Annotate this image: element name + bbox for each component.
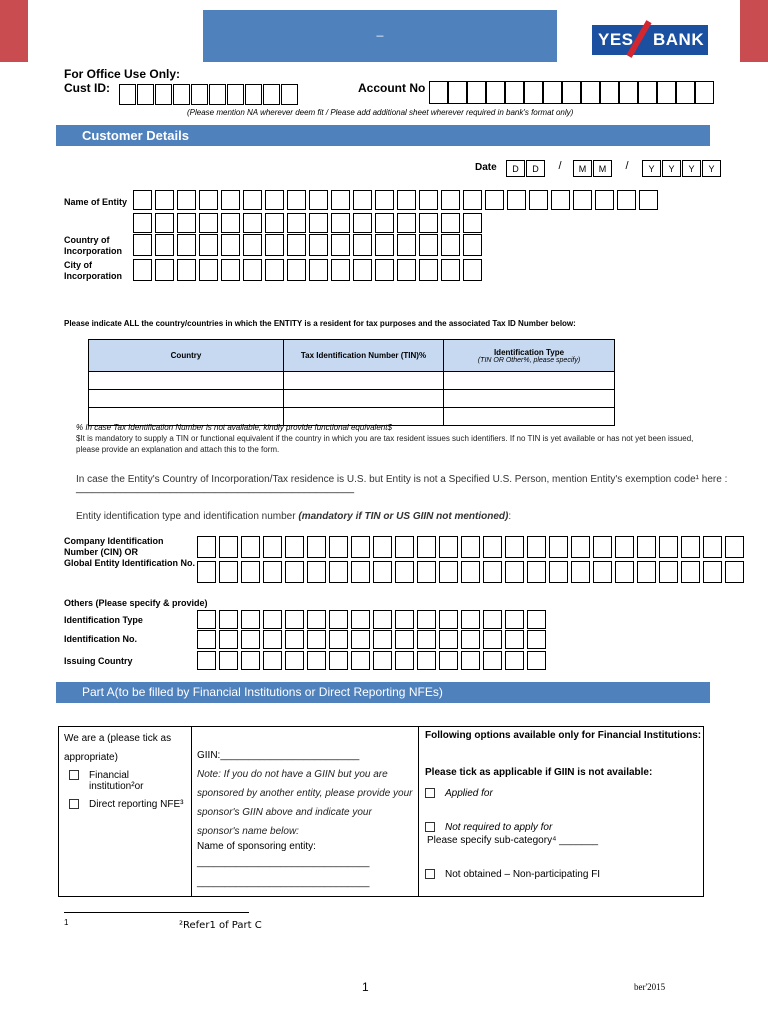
char-box[interactable] — [483, 610, 502, 629]
char-box[interactable] — [461, 651, 480, 670]
checkbox-icon[interactable] — [425, 822, 435, 832]
option-applied[interactable]: Applied for — [425, 788, 493, 799]
char-box[interactable] — [485, 190, 504, 210]
char-box[interactable] — [241, 651, 260, 670]
char-box[interactable] — [329, 536, 348, 558]
option-not-obtained[interactable]: Not obtained – Non-participating FI — [425, 869, 600, 880]
char-box[interactable] — [483, 651, 502, 670]
char-box[interactable] — [221, 190, 240, 210]
table-row[interactable] — [89, 390, 615, 408]
identification-type-label: Identification Type — [64, 615, 143, 625]
char-box[interactable] — [373, 536, 392, 558]
char-box[interactable] — [461, 630, 480, 649]
char-box[interactable] — [287, 259, 306, 281]
sponsor-line-2[interactable]: _______________________________ — [197, 877, 370, 888]
char-box[interactable] — [285, 610, 304, 629]
char-box[interactable] — [221, 234, 240, 256]
part-a-band — [56, 682, 710, 703]
char-box[interactable] — [309, 234, 328, 256]
char-box[interactable] — [219, 651, 238, 670]
char-box[interactable] — [659, 561, 678, 583]
char-box[interactable] — [615, 561, 634, 583]
char-box[interactable] — [265, 234, 284, 256]
char-box[interactable] — [395, 536, 414, 558]
country-of-incorporation-boxes[interactable] — [133, 234, 485, 256]
char-box[interactable] — [353, 213, 372, 233]
char-box[interactable] — [463, 190, 482, 210]
char-box[interactable] — [417, 651, 436, 670]
char-box[interactable] — [397, 259, 416, 281]
char-box[interactable] — [395, 561, 414, 583]
char-box[interactable] — [351, 610, 370, 629]
char-box[interactable] — [287, 190, 306, 210]
char-box[interactable] — [197, 610, 216, 629]
char-box[interactable] — [527, 630, 546, 649]
fi-options-heading: Following options available only for Financial Institutions: — [425, 730, 702, 741]
office-use-label: For Office Use Only: — [64, 67, 181, 81]
char-box[interactable] — [307, 561, 326, 583]
char-box[interactable] — [461, 610, 480, 629]
us-exemption-note: In case the Entity's Country of Incorporation/Tax residence is U.S. but Entity is not a Specified U.S. Person, mention Entity's exemption code¹ here : — [76, 474, 728, 485]
char-box[interactable] — [637, 536, 656, 558]
cin-boxes-1[interactable] — [197, 536, 747, 558]
footnote-rule — [64, 912, 249, 913]
logo-yes-text: YES — [598, 30, 634, 49]
char-box[interactable] — [549, 536, 568, 558]
tin-footnote: % In case Tax Identification Number is not available, kindly provide functional equivalent$ — [76, 423, 392, 432]
char-box[interactable] — [287, 213, 306, 233]
char-box[interactable] — [221, 213, 240, 233]
account-no-boxes[interactable] — [429, 81, 714, 104]
char-box[interactable] — [219, 561, 238, 583]
char-box[interactable] — [285, 561, 304, 583]
giin-note: Note: If you do not have a GIIN but you are sponsored by another entity, please provide your sponsor's GIIN above and indicate your sponsor's name below: — [197, 769, 413, 837]
char-box[interactable] — [637, 561, 656, 583]
char-box[interactable] — [133, 259, 152, 281]
part-a-table — [58, 726, 704, 897]
char-box[interactable] — [439, 630, 458, 649]
char-box[interactable] — [527, 561, 546, 583]
char-box[interactable] — [263, 630, 282, 649]
issuing-country-boxes[interactable] — [197, 651, 549, 670]
char-box[interactable] — [505, 630, 524, 649]
char-box[interactable] — [263, 651, 282, 670]
char-box[interactable] — [331, 190, 350, 210]
char-box[interactable] — [483, 536, 502, 558]
sponsor-label: Name of sponsoring entity: — [197, 841, 316, 852]
char-box[interactable] — [243, 213, 262, 233]
name-of-entity-boxes-1[interactable] — [133, 190, 661, 210]
char-box[interactable] — [593, 561, 612, 583]
entity-id-note: Entity identification type and identification number (mandatory if TIN or US GIIN not mentioned): — [76, 511, 512, 522]
char-box[interactable] — [395, 651, 414, 670]
char-box[interactable] — [527, 651, 546, 670]
char-box[interactable] — [419, 234, 438, 256]
char-box[interactable] — [439, 610, 458, 629]
char-box[interactable] — [263, 561, 282, 583]
checkbox-icon[interactable] — [425, 869, 435, 879]
char-box[interactable] — [395, 630, 414, 649]
char-box[interactable] — [133, 190, 152, 210]
char-box[interactable] — [199, 190, 218, 210]
char-box[interactable] — [351, 630, 370, 649]
char-box[interactable] — [439, 536, 458, 558]
tick-note: Please tick as applicable if GIIN is not available: — [425, 767, 653, 778]
char-box[interactable] — [199, 213, 218, 233]
others-label: Others (Please specify & provide) — [64, 598, 208, 608]
char-box[interactable] — [219, 630, 238, 649]
date-boxes[interactable]: D D / M M / Y Y Y Y — [506, 160, 722, 177]
char-box[interactable] — [375, 259, 394, 281]
country-of-incorporation-label: Country of Incorporation — [64, 235, 122, 256]
char-box[interactable] — [551, 190, 570, 210]
checkbox-icon[interactable] — [69, 799, 79, 809]
char-box[interactable] — [725, 536, 744, 558]
char-box[interactable] — [703, 536, 722, 558]
char-box[interactable] — [307, 536, 326, 558]
char-box[interactable] — [331, 213, 350, 233]
char-box[interactable] — [243, 190, 262, 210]
char-box[interactable] — [659, 536, 678, 558]
option-not-required[interactable]: Not required to apply for — [425, 822, 552, 833]
char-box[interactable] — [351, 536, 370, 558]
char-box[interactable] — [571, 536, 590, 558]
char-box[interactable] — [353, 234, 372, 256]
char-box[interactable] — [725, 561, 744, 583]
char-box[interactable] — [287, 234, 306, 256]
char-box[interactable] — [505, 536, 524, 558]
char-box[interactable] — [351, 651, 370, 670]
char-box[interactable] — [375, 213, 394, 233]
char-box[interactable] — [529, 190, 548, 210]
char-box[interactable] — [441, 259, 460, 281]
char-box[interactable] — [155, 190, 174, 210]
char-box[interactable] — [199, 234, 218, 256]
char-box[interactable] — [353, 190, 372, 210]
char-box[interactable] — [483, 630, 502, 649]
char-box[interactable] — [441, 190, 460, 210]
char-box[interactable] — [373, 561, 392, 583]
char-box[interactable] — [505, 610, 524, 629]
char-box[interactable] — [329, 610, 348, 629]
char-box[interactable] — [285, 651, 304, 670]
char-box[interactable] — [505, 561, 524, 583]
char-box[interactable] — [155, 234, 174, 256]
char-box[interactable] — [527, 536, 546, 558]
customer-details-title: Customer Details — [82, 128, 189, 143]
char-box[interactable] — [177, 213, 196, 233]
char-box[interactable] — [241, 536, 260, 558]
option-direct-nfe[interactable]: Direct reporting NFE³ — [69, 799, 183, 810]
char-box[interactable] — [373, 630, 392, 649]
char-box[interactable] — [177, 234, 196, 256]
char-box[interactable] — [417, 630, 436, 649]
char-box[interactable] — [309, 259, 328, 281]
char-box[interactable] — [461, 561, 480, 583]
char-box[interactable] — [441, 213, 460, 233]
char-box[interactable] — [329, 630, 348, 649]
char-box[interactable] — [265, 259, 284, 281]
char-box[interactable] — [285, 630, 304, 649]
customer-details-band — [56, 125, 710, 146]
identification-type-boxes[interactable] — [197, 610, 549, 629]
char-box[interactable] — [703, 561, 722, 583]
cust-id-boxes[interactable] — [119, 84, 299, 105]
char-box[interactable] — [133, 213, 152, 233]
footnote-1: 1 — [64, 918, 69, 927]
char-box[interactable] — [243, 259, 262, 281]
char-box[interactable] — [373, 651, 392, 670]
char-box[interactable] — [419, 213, 438, 233]
account-no-label: Account No — [358, 81, 426, 95]
char-box[interactable] — [527, 610, 546, 629]
char-box[interactable] — [419, 259, 438, 281]
checkbox-icon[interactable] — [425, 788, 435, 798]
char-box[interactable] — [219, 610, 238, 629]
char-box[interactable] — [241, 561, 260, 583]
char-box[interactable] — [243, 234, 262, 256]
right-red-bar — [740, 0, 768, 62]
char-box[interactable] — [155, 213, 174, 233]
char-box[interactable] — [681, 561, 700, 583]
char-box[interactable] — [197, 630, 216, 649]
city-of-incorporation-label: City of Incorporation — [64, 260, 122, 281]
char-box[interactable] — [199, 259, 218, 281]
footer-date: ber'2015 — [634, 982, 666, 992]
char-box[interactable] — [593, 536, 612, 558]
part-a-title: Part A(to be filled by Financial Institutions or Direct Reporting NFEs) — [82, 685, 443, 699]
char-box[interactable] — [417, 536, 436, 558]
char-box[interactable] — [463, 234, 482, 256]
char-box[interactable] — [463, 213, 482, 233]
char-box[interactable] — [307, 651, 326, 670]
char-box[interactable] — [353, 259, 372, 281]
char-box[interactable] — [397, 213, 416, 233]
us-exemption-line[interactable]: __________________________________________________ — [76, 483, 355, 494]
char-box[interactable] — [441, 234, 460, 256]
char-box[interactable] — [617, 190, 636, 210]
tax-residence-table — [88, 339, 615, 426]
char-box[interactable] — [155, 259, 174, 281]
char-box[interactable] — [197, 536, 216, 558]
giin-field[interactable]: GIIN:_________________________ — [197, 750, 360, 761]
char-box[interactable] — [219, 536, 238, 558]
char-box[interactable] — [417, 561, 436, 583]
logo-bank-text: BANK — [653, 30, 705, 49]
char-box[interactable] — [375, 234, 394, 256]
char-box[interactable] — [331, 234, 350, 256]
top-title-band: _ — [203, 10, 557, 62]
option-fi[interactable]: Financial institution²or — [69, 770, 189, 792]
identification-no-label: Identification No. — [64, 634, 137, 644]
footnote-2: ²Refer1 of Part C — [179, 920, 262, 931]
char-box[interactable] — [397, 190, 416, 210]
char-box[interactable] — [263, 536, 282, 558]
char-box[interactable] — [309, 190, 328, 210]
char-box[interactable] — [397, 234, 416, 256]
char-box[interactable] — [505, 651, 524, 670]
char-box[interactable] — [265, 213, 284, 233]
id-type-column-header: Identification Type (TIN OR Other%, please specify) — [444, 340, 615, 372]
char-box[interactable] — [177, 190, 196, 210]
cust-id-label: Cust ID: — [64, 81, 110, 95]
char-box[interactable] — [549, 561, 568, 583]
city-of-incorporation-boxes[interactable] — [133, 259, 485, 281]
char-box[interactable] — [615, 536, 634, 558]
char-box[interactable] — [265, 190, 284, 210]
char-box[interactable] — [241, 630, 260, 649]
char-box[interactable] — [351, 561, 370, 583]
company-id-label: Company Identification Number (CIN) OR Global Entity Identification No. — [64, 536, 196, 568]
tax-residence-heading: Please indicate ALL the country/countries in which the ENTITY is a resident for tax purposes and the associated Tax ID Number below: — [64, 319, 576, 328]
char-box[interactable] — [197, 561, 216, 583]
char-box[interactable] — [307, 610, 326, 629]
sponsor-line-1[interactable]: _______________________________ — [197, 857, 370, 868]
na-note: (Please mention NA wherever deem fit / Please add additional sheet wherever required in bank's format only) — [187, 108, 574, 117]
char-box[interactable] — [395, 610, 414, 629]
char-box[interactable] — [373, 610, 392, 629]
char-box[interactable] — [331, 259, 350, 281]
cin-boxes-2[interactable] — [197, 561, 747, 583]
char-box[interactable] — [595, 190, 614, 210]
tin-column-header: Tax Identification Number (TIN)% — [284, 340, 444, 372]
char-box[interactable] — [681, 536, 700, 558]
char-box[interactable] — [221, 259, 240, 281]
identification-no-boxes[interactable] — [197, 630, 549, 649]
char-box[interactable] — [419, 190, 438, 210]
country-column-header: Country — [89, 340, 284, 372]
char-box[interactable] — [329, 651, 348, 670]
tin-mandatory-note: $It is mandatory to supply a TIN or functional equivalent if the country in which you are tax resident issues such identifiers. If no TIN is yet available or has not yet been issued, please provide an explanation and attach this to the form. — [76, 434, 694, 454]
sub-category-field[interactable]: Please specify sub-category⁴ _______ — [427, 835, 599, 846]
left-red-bar — [0, 0, 28, 62]
char-box[interactable] — [241, 610, 260, 629]
char-box[interactable] — [285, 536, 304, 558]
char-box[interactable] — [461, 536, 480, 558]
char-box[interactable] — [329, 561, 348, 583]
char-box[interactable] — [639, 190, 658, 210]
char-box[interactable] — [573, 190, 592, 210]
char-box[interactable] — [177, 259, 196, 281]
char-box[interactable] — [439, 651, 458, 670]
char-box[interactable] — [309, 213, 328, 233]
name-of-entity-boxes-2[interactable] — [133, 213, 485, 233]
we-are-label: We are a (please tick as appropriate) — [64, 733, 172, 763]
table-row[interactable] — [89, 372, 615, 390]
char-box[interactable] — [375, 190, 394, 210]
char-box[interactable] — [197, 651, 216, 670]
char-box[interactable] — [463, 259, 482, 281]
char-box[interactable] — [263, 610, 282, 629]
char-box[interactable] — [571, 561, 590, 583]
issuing-country-label: Issuing Country — [64, 656, 133, 666]
checkbox-icon[interactable] — [69, 770, 79, 780]
char-box[interactable] — [417, 610, 436, 629]
char-box[interactable] — [507, 190, 526, 210]
name-of-entity-label: Name of Entity — [64, 197, 128, 207]
date-label: Date — [475, 162, 497, 173]
page-number: 1 — [362, 980, 369, 994]
char-box[interactable] — [439, 561, 458, 583]
char-box[interactable] — [133, 234, 152, 256]
char-box[interactable] — [483, 561, 502, 583]
yes-bank-logo — [592, 25, 708, 55]
char-box[interactable] — [307, 630, 326, 649]
